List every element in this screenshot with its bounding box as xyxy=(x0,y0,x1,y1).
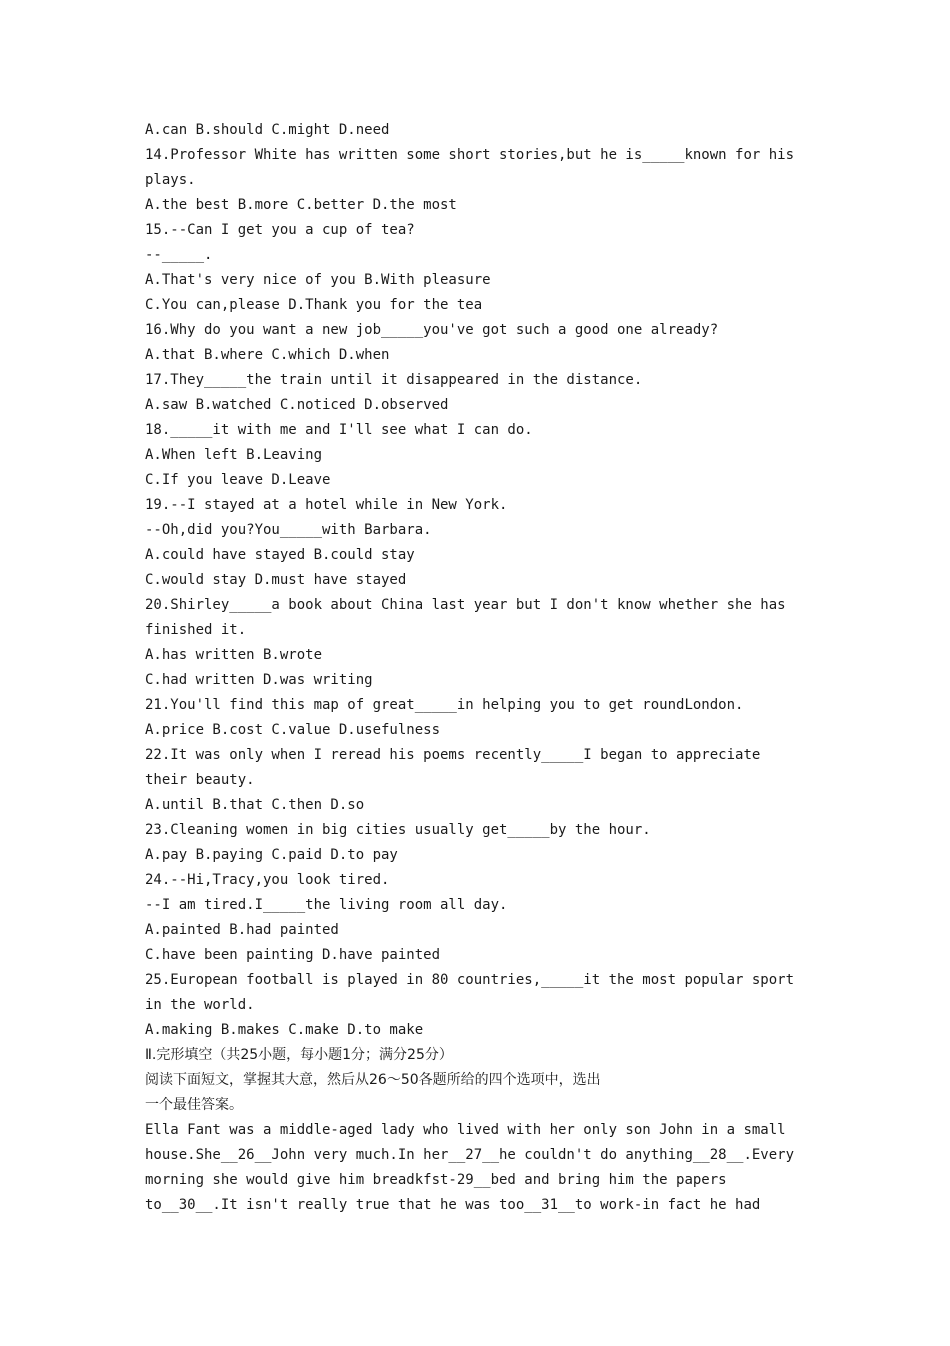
passage-line: morning she would give him breadkfst-29__bed and bring him the papers xyxy=(145,1172,727,1188)
options-16: A.that B.where C.which D.when xyxy=(145,347,390,363)
options-15: A.That's very nice of you B.With pleasure xyxy=(145,272,491,288)
question-22: 22.It was only when I reread his poems recently_____I began to appreciate xyxy=(145,747,761,763)
passage-line: to__30__.It isn't really true that he was too__31__to work-in fact he had xyxy=(145,1197,761,1213)
section-instructions: 阅读下面短文，掌握其大意，然后从26～50各题所给的四个选项中，选出 xyxy=(145,1072,601,1088)
question-25: 25.European football is played in 80 countries,_____it the most popular sport xyxy=(145,972,795,988)
question-20: 20.Shirley_____a book about China last year but I don't know whether she has xyxy=(145,597,786,613)
options-15: C.You can,please D.Thank you for the tea xyxy=(145,297,483,313)
options-17: A.saw B.watched C.noticed D.observed xyxy=(145,397,449,413)
options-24: C.have been painting D.have painted xyxy=(145,947,441,963)
options-24: A.painted B.had painted xyxy=(145,922,339,938)
text-line: --I am tired.I_____the living room all day. xyxy=(145,897,508,913)
options-21: A.price B.cost C.value D.usefulness xyxy=(145,722,441,738)
text-line: --_____. xyxy=(145,247,213,263)
options-19: C.would stay D.must have stayed xyxy=(145,572,407,588)
options-20: A.has written B.wrote xyxy=(145,647,323,663)
text-line: their beauty. xyxy=(145,772,255,788)
options-23: A.pay B.paying C.paid D.to pay xyxy=(145,847,398,863)
question-21: 21.You'll find this map of great_____in helping you to get roundLondon. xyxy=(145,697,744,713)
options-19: A.could have stayed B.could stay xyxy=(145,547,415,563)
question-23: 23.Cleaning women in big cities usually get_____by the hour. xyxy=(145,822,651,838)
question-16: 16.Why do you want a new job_____you've got such a good one already? xyxy=(145,322,719,338)
text-line: finished it. xyxy=(145,622,247,638)
text-line: A.can B.should C.might D.need xyxy=(145,122,390,138)
section-instructions: 一个最佳答案。 xyxy=(145,1097,243,1113)
text-line: --Oh,did you?You_____with Barbara. xyxy=(145,522,432,538)
text-line: plays. xyxy=(145,172,196,188)
passage-line: house.She__26__John very much.In her__27__he couldn't do anything__28__.Every xyxy=(145,1147,795,1163)
question-14: 14.Professor White has written some short stories,but he is_____known for his xyxy=(145,147,795,163)
question-24: 24.--Hi,Tracy,you look tired. xyxy=(145,872,390,888)
passage-line: Ella Fant was a middle-aged lady who lived with her only son John in a small xyxy=(145,1122,786,1138)
options-20: C.had written D.was writing xyxy=(145,672,373,688)
document-page xyxy=(145,118,800,1218)
question-19: 19.--I stayed at a hotel while in New York. xyxy=(145,497,508,513)
options-22: A.until B.that C.then D.so xyxy=(145,797,365,813)
question-17: 17.They_____the train until it disappeared in the distance. xyxy=(145,372,643,388)
section-heading: Ⅱ.完形填空（共25小题，每小题1分；满分25分） xyxy=(145,1047,453,1063)
question-18: 18._____it with me and I'll see what I can do. xyxy=(145,422,533,438)
options-18: C.If you leave D.Leave xyxy=(145,472,331,488)
options-18: A.When left B.Leaving xyxy=(145,447,323,463)
options-25: A.making B.makes C.make D.to make xyxy=(145,1022,424,1038)
question-15: 15.--Can I get you a cup of tea? xyxy=(145,222,415,238)
options-14: A.the best B.more C.better D.the most xyxy=(145,197,457,213)
text-line: in the world. xyxy=(145,997,255,1013)
